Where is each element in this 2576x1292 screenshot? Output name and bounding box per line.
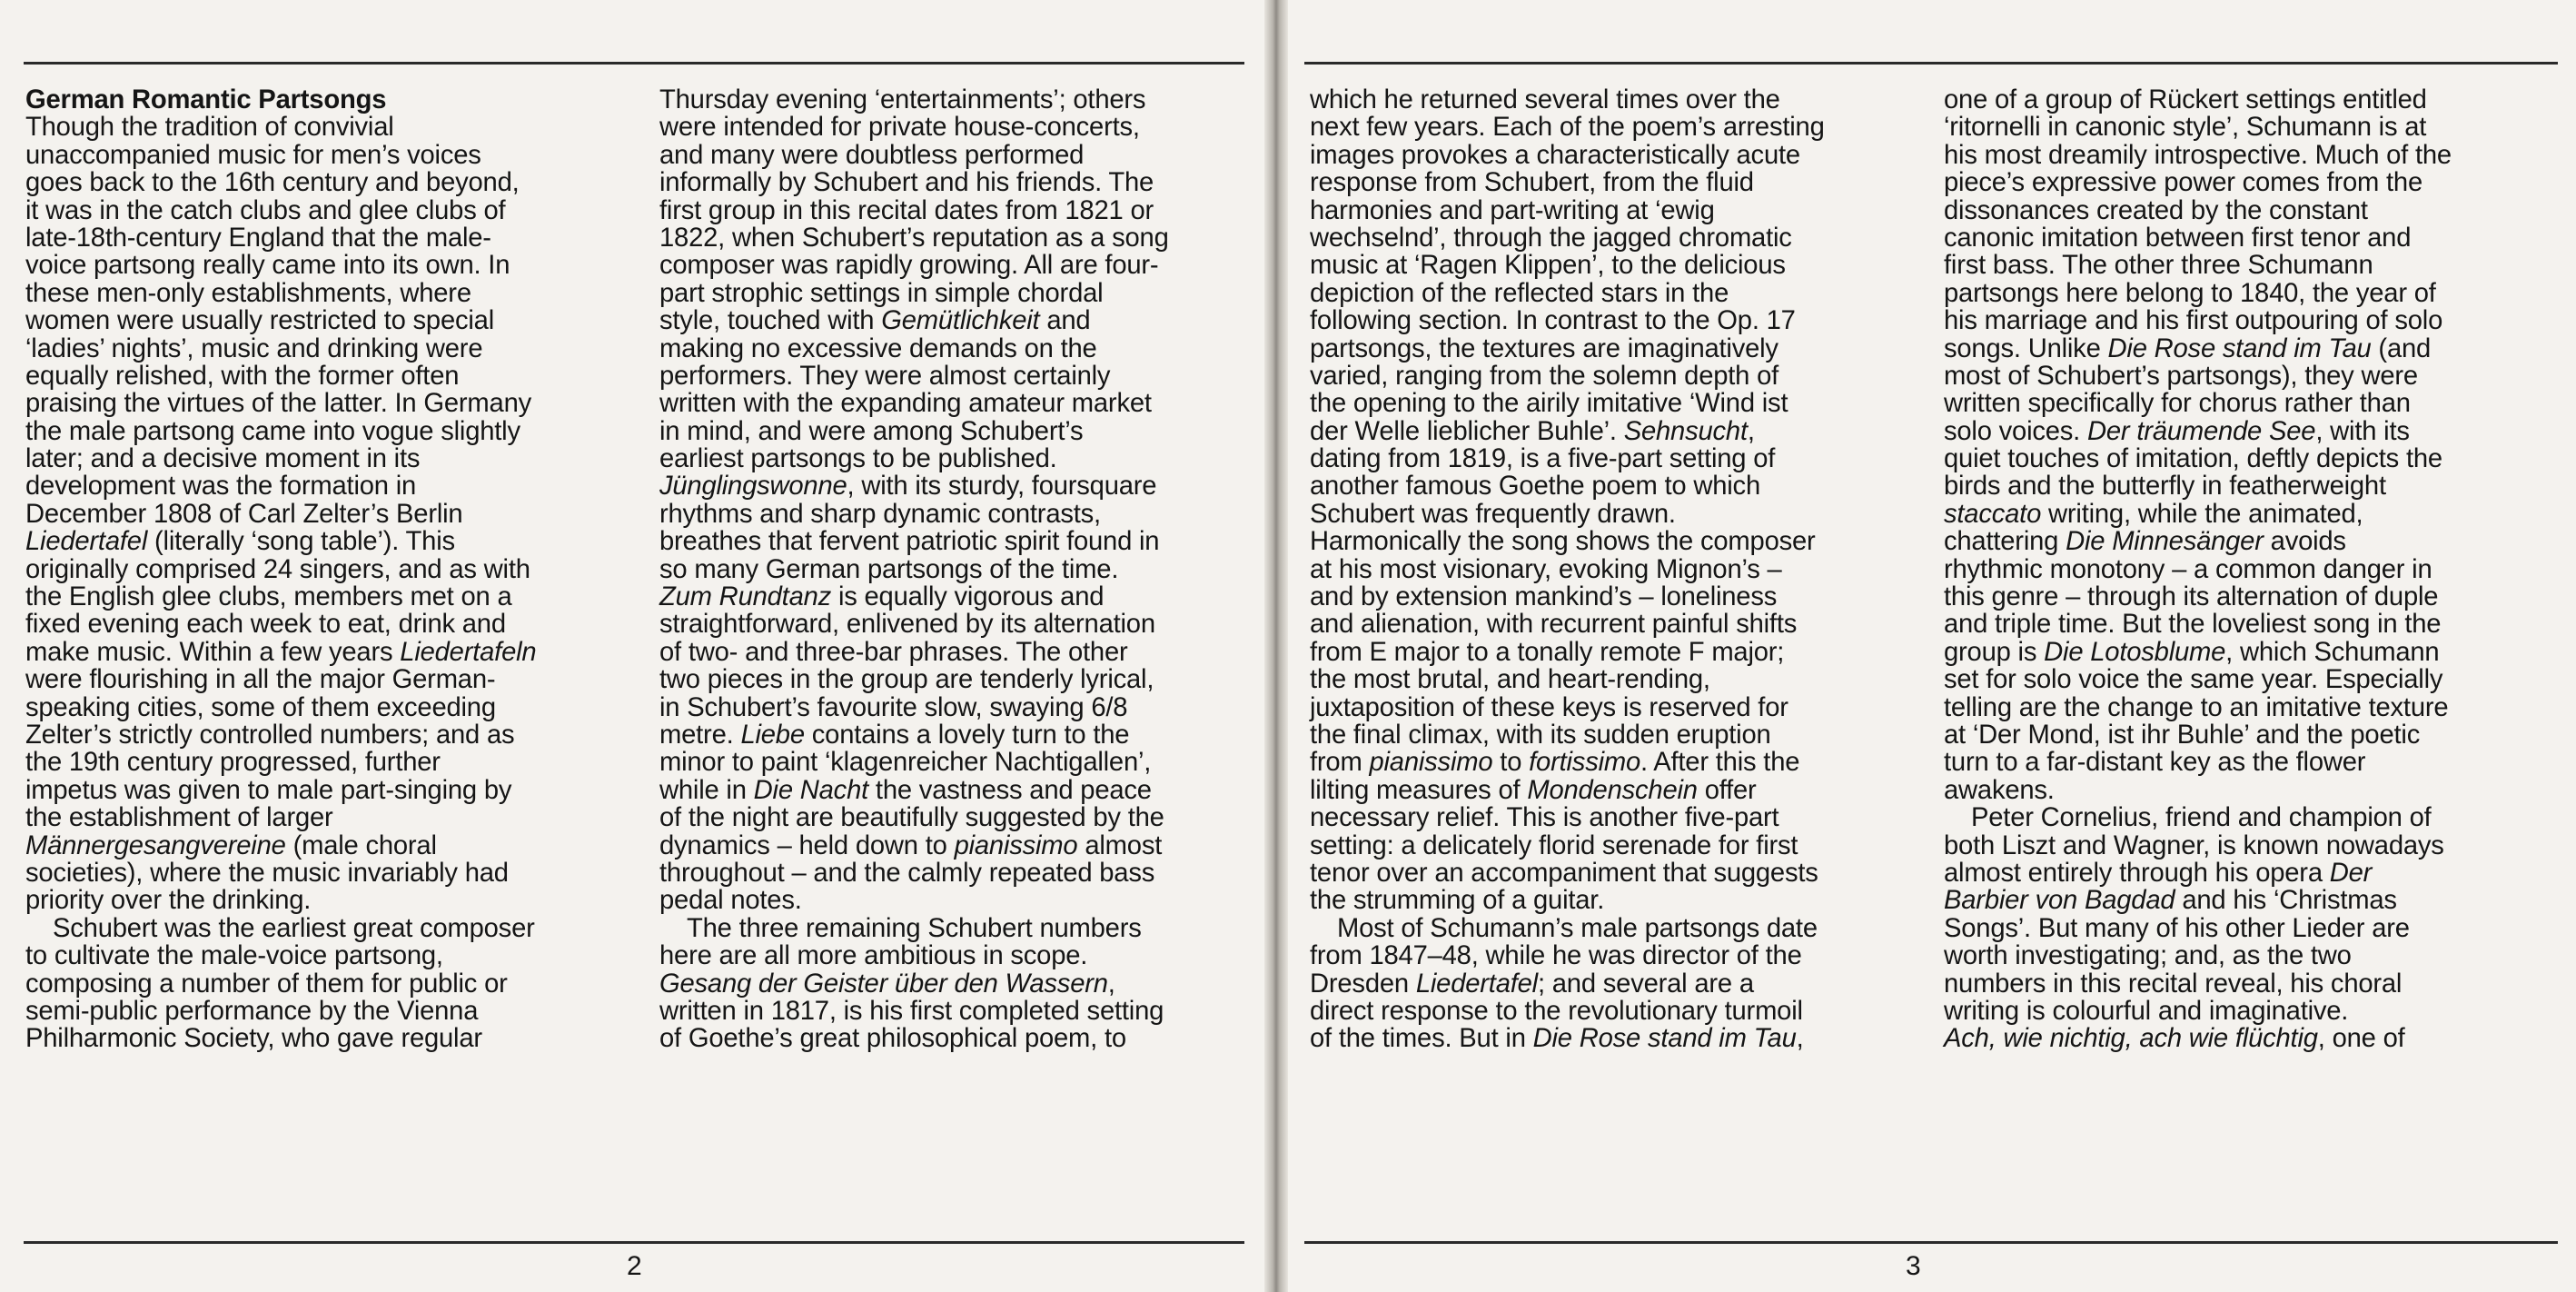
- text-line: turn to a far-distant key as the flower: [1944, 748, 2366, 778]
- right-page-column-1: [1310, 86, 1918, 1053]
- text-line: equally relished, with the former often: [25, 361, 460, 391]
- page-number-left: 2: [627, 1251, 642, 1281]
- text-line: priority over the drinking.: [25, 886, 312, 916]
- text-line: [1944, 1025, 2552, 1052]
- text-line: straightforward, enlivened by its alternation: [659, 610, 1155, 640]
- italic-title: Liebe: [740, 720, 805, 750]
- text-line: of Goethe’s great philosophical poem, to: [659, 1024, 1126, 1054]
- text-line: of the night are beautifully suggested by the: [659, 803, 1164, 833]
- right-page-column-2: [1944, 86, 2552, 1053]
- top-rule-left: [24, 62, 1244, 65]
- text-line: canonic imitation between first tenor and: [1944, 223, 2412, 253]
- text-line: [1944, 418, 2552, 445]
- text-run: make music. Within a few years: [25, 637, 401, 667]
- text-line: from 1847–48, while he was director of the: [1310, 941, 1802, 971]
- italic-title: pianissimo: [1369, 748, 1493, 778]
- text-line: birds and the butterfly in featherweight: [1944, 472, 2386, 502]
- text-line: written specifically for chorus rather than: [1944, 389, 2411, 419]
- left-page-column-2: [659, 86, 1268, 1053]
- italic-title: Mondenschein: [1527, 775, 1698, 805]
- text-run: metre.: [659, 720, 741, 750]
- text-run: and his ‘Christmas: [2175, 886, 2397, 916]
- text-run: . After this the: [1640, 748, 1800, 778]
- text-line: his most dreamily introspective. Much of the: [1944, 140, 2452, 170]
- text-line: making no excessive demands on the: [659, 333, 1097, 363]
- text-line: Schubert was frequently drawn.: [1310, 499, 1676, 529]
- text-line: [1944, 860, 2552, 887]
- bottom-rule-left: [24, 1241, 1244, 1244]
- text-line: were flourishing in all the major German-: [25, 665, 496, 695]
- text-line: [659, 307, 1268, 334]
- italic-title: Die Nacht: [753, 775, 869, 805]
- text-line: composing a number of them for public or: [25, 969, 508, 999]
- italic-title: Die Rose stand im Tau: [2107, 333, 2372, 363]
- text-run: , which Schumann: [2225, 637, 2440, 667]
- italic-title: Gesang der Geister über den Wassern: [659, 969, 1108, 999]
- text-line: [1944, 887, 2552, 914]
- text-run: ,: [1747, 416, 1755, 446]
- text-line: the opening to the airily imitative ‘Wind ist: [1310, 389, 1788, 419]
- text-line: setting: a delicately florid serenade for first: [1310, 830, 1798, 860]
- text-run: ,: [1107, 969, 1115, 999]
- text-line: here are all more ambitious in scope.: [659, 941, 1088, 971]
- text-line: next few years. Each of the poem’s arresting: [1310, 113, 1825, 143]
- text-line: from E major to a tonally remote F major;: [1310, 637, 1785, 667]
- text-line: the establishment of larger: [25, 803, 333, 833]
- text-line: [659, 970, 1268, 998]
- text-line: in mind, and were among Schubert’s: [659, 416, 1084, 446]
- text-line: [1310, 749, 1918, 776]
- italic-title: Liedertafel: [25, 527, 148, 557]
- text-line: Schubert was the earliest great composer: [53, 913, 535, 943]
- text-line: development was the formation in: [25, 472, 417, 502]
- text-line: unaccompanied music for men’s voices: [25, 140, 481, 170]
- text-line: speaking cities, some of them exceeding: [25, 692, 496, 722]
- italic-title: Die Minnesänger: [2066, 527, 2264, 557]
- text-line: following section. In contrast to the Op. 17: [1310, 306, 1796, 336]
- text-line: telling are the change to an imitative texture: [1944, 692, 2449, 722]
- text-run: songs. Unlike: [1944, 333, 2108, 363]
- text-line: rhythmic monotony – a common danger in: [1944, 554, 2432, 584]
- text-line: [659, 472, 1268, 500]
- text-line: wechselnd’, through the jagged chromatic: [1310, 223, 1792, 253]
- text-run: ; and several are a: [1537, 969, 1754, 999]
- text-line: first group in this recital dates from 1821 or: [659, 195, 1154, 225]
- text-line: semi-public performance by the Vienna: [25, 996, 479, 1026]
- bottom-rule-right: [1304, 1241, 2558, 1244]
- text-run: (male choral: [285, 830, 437, 860]
- text-line: earliest partsongs to be published.: [659, 444, 1057, 474]
- text-run: from: [1310, 748, 1370, 778]
- text-line: the strumming of a guitar.: [1310, 886, 1605, 916]
- text-line: Thursday evening ‘entertainments’; others: [659, 85, 1146, 114]
- text-run: (literally ‘song table’). This: [147, 527, 455, 557]
- text-run: contains a lovely turn to the: [804, 720, 1130, 750]
- text-line: Most of Schumann’s male partsongs date: [1337, 913, 1818, 943]
- text-line: informally by Schubert and his friends. The: [659, 168, 1154, 198]
- text-line: which he returned several times over the: [1310, 85, 1780, 114]
- text-run: writing, while the animated,: [2041, 499, 2363, 529]
- text-line: depiction of the reflected stars in the: [1310, 278, 1729, 308]
- italic-title: Die Rose stand im Tau: [1532, 1024, 1797, 1054]
- text-line: minor to paint ‘klagenreicher Nachtigallen’,: [659, 748, 1152, 778]
- text-line: Harmonically the song shows the composer: [1310, 527, 1816, 557]
- text-run: lilting measures of: [1310, 775, 1528, 805]
- text-line: [25, 528, 634, 555]
- text-line: the final climax, with its sudden eruption: [1310, 720, 1771, 750]
- text-line: response from Schubert, from the fluid: [1310, 168, 1754, 198]
- text-line: numbers in this recital reveal, his choral: [1944, 969, 2403, 999]
- italic-title: Männergesangvereine: [25, 830, 286, 860]
- text-line: Peter Cornelius, friend and champion of: [1971, 803, 2432, 833]
- text-line: so many German partsongs of the time.: [659, 554, 1119, 584]
- text-run: (and: [2371, 333, 2432, 363]
- italic-title: Liedertafel: [1415, 969, 1538, 999]
- text-run: ,: [1796, 1024, 1804, 1054]
- text-line: juxtaposition of these keys is reserved for: [1310, 692, 1788, 722]
- text-line: the 19th century progressed, further: [25, 748, 441, 778]
- text-line: two pieces in the group are tenderly lyrical,: [659, 665, 1154, 695]
- text-run: almost: [1077, 830, 1163, 860]
- text-line: [659, 832, 1268, 860]
- text-line: and alienation, with recurrent painful shifts: [1310, 610, 1798, 640]
- text-line: [1944, 501, 2552, 528]
- text-line: and by extension mankind’s – loneliness: [1310, 582, 1778, 612]
- left-page-column-1: [25, 86, 634, 1053]
- text-line: performers. They were almost certainly: [659, 361, 1111, 391]
- text-line: written with the expanding amateur market: [659, 389, 1152, 419]
- text-line: dating from 1819, is a five-part setting of: [1310, 444, 1776, 474]
- text-line: later; and a decisive moment in its: [25, 444, 421, 474]
- text-line: the English glee clubs, members met on a: [25, 582, 512, 612]
- text-run: of the times. But in: [1310, 1024, 1533, 1054]
- text-line: impetus was given to male part-singing by: [25, 775, 512, 805]
- italic-title: Barbier von Bagdad: [1944, 886, 2175, 916]
- page-number-right: 3: [1906, 1251, 1921, 1281]
- text-line: [1310, 970, 1918, 998]
- top-rule-right: [1304, 62, 2558, 65]
- text-line: at ‘Der Mond, ist ihr Buhle’ and the poetic: [1944, 720, 2421, 750]
- text-run: the vastness and peace: [868, 775, 1152, 805]
- text-line: throughout – and the calmly repeated bass: [659, 858, 1155, 888]
- text-line: The three remaining Schubert numbers: [687, 913, 1142, 943]
- text-line: these men-only establishments, where: [25, 278, 471, 308]
- text-line: varied, ranging from the solemn depth of: [1310, 361, 1779, 391]
- text-line: written in 1817, is his first completed setting: [659, 996, 1164, 1026]
- text-line: societies), where the music invariably had: [25, 858, 509, 888]
- italic-title: Jünglingswonne: [659, 472, 847, 502]
- text-line: direct response to the revolutionary turmoil: [1310, 996, 1803, 1026]
- text-line: December 1808 of Carl Zelter’s Berlin: [25, 499, 463, 529]
- text-line: one of a group of Rückert settings entitled: [1944, 85, 2427, 114]
- text-line: worth investigating; and, as the two: [1944, 941, 2352, 971]
- text-line: dissonances created by the constant: [1944, 195, 2368, 225]
- text-line: Zelter’s strictly controlled numbers; and as: [25, 720, 515, 750]
- text-run: solo voices.: [1944, 416, 2088, 446]
- italic-title: Zum Rundtanz: [659, 582, 832, 612]
- text-run: to: [1492, 748, 1530, 778]
- text-run: der Welle lieblicher Buhle’.: [1310, 416, 1624, 446]
- text-line: quiet touches of imitation, deftly depicts the: [1944, 444, 2442, 474]
- text-line: both Liszt and Wagner, is known nowadays: [1944, 830, 2444, 860]
- text-line: 1822, when Schubert’s reputation as a song: [659, 223, 1169, 253]
- text-line: the most brutal, and heart-rending,: [1310, 665, 1710, 695]
- text-run: , with its sturdy, foursquare: [847, 472, 1157, 502]
- text-line: praising the virtues of the latter. In Germany: [25, 389, 531, 419]
- text-run: while in: [659, 775, 754, 805]
- text-line: composer was rapidly growing. All are four-: [659, 251, 1159, 281]
- text-line: originally comprised 24 singers, and as with: [25, 554, 530, 584]
- text-line: music at ‘Ragen Klippen’, to the delicious: [1310, 251, 1786, 281]
- text-line: partsongs, the textures are imaginatively: [1310, 333, 1778, 363]
- text-line: piece’s expressive power comes from the: [1944, 168, 2422, 198]
- italic-title: Sehnsucht: [1623, 416, 1748, 446]
- text-line: awakens.: [1944, 775, 2055, 805]
- text-line: rhythms and sharp dynamic contrasts,: [659, 499, 1101, 529]
- italic-title: Der träumende See: [2087, 416, 2316, 446]
- text-line: [1310, 418, 1918, 445]
- text-line: most of Schubert’s partsongs), they were: [1944, 361, 2418, 391]
- italic-title: fortissimo: [1529, 748, 1641, 778]
- text-run: dynamics – held down to: [659, 830, 955, 860]
- text-run: and: [1039, 306, 1091, 336]
- text-line: ‘ritornelli in canonic style’, Schumann is at: [1944, 113, 2427, 143]
- text-run: chattering: [1944, 527, 2066, 557]
- text-line: Philharmonic Society, who gave regular: [25, 1024, 482, 1054]
- text-line: Though the tradition of convivial: [25, 113, 394, 143]
- text-line: goes back to the 16th century and beyond,: [25, 168, 520, 198]
- text-line: [659, 583, 1268, 611]
- text-line: at his most visionary, evoking Mignon’s –: [1310, 554, 1782, 584]
- text-line: late-18th-century England that the male-: [25, 223, 491, 253]
- text-line: partsongs here belong to 1840, the year of: [1944, 278, 2436, 308]
- text-line: [659, 721, 1268, 749]
- text-line: ‘ladies’ nights’, music and drinking were: [25, 333, 483, 363]
- italic-title: pianissimo: [954, 830, 1078, 860]
- text-line: it was in the catch clubs and glee clubs of: [25, 195, 506, 225]
- text-run: almost entirely through his opera: [1944, 858, 2330, 888]
- italic-title: Ach, wie nichtig, ach wie flüchtig: [1944, 1024, 2318, 1054]
- text-line: voice partsong really came into its own. In: [25, 251, 510, 281]
- text-run: avoids: [2263, 527, 2346, 557]
- text-line: were intended for private house-concerts,: [659, 113, 1140, 143]
- text-line: harmonies and part-writing at ‘ewig: [1310, 195, 1715, 225]
- italic-title: staccato: [1944, 499, 2042, 529]
- text-line: [25, 639, 634, 666]
- text-line: women were usually restricted to special: [25, 306, 494, 336]
- text-run: Dresden: [1310, 969, 1416, 999]
- section-heading: German Romantic Partsongs: [25, 85, 387, 114]
- text-line: fixed evening each week to eat, drink and: [25, 610, 506, 640]
- text-line: Songs’. But many of his other Lieder are: [1944, 913, 2410, 943]
- text-line: pedal notes.: [659, 886, 802, 916]
- text-line: his marriage and his first outpouring of solo: [1944, 306, 2443, 336]
- text-line: [1944, 639, 2552, 666]
- text-run: style, touched with: [659, 306, 882, 336]
- italic-title: Gemütlichkeit: [881, 306, 1040, 336]
- text-run: is equally vigorous and: [831, 582, 1105, 612]
- text-line: necessary relief. This is another five-part: [1310, 803, 1779, 833]
- text-line: images provokes a characteristically acute: [1310, 140, 1800, 170]
- text-line: in Schubert’s favourite slow, swaying 6/8: [659, 692, 1128, 722]
- text-line: to cultivate the male-voice partsong,: [25, 941, 443, 971]
- italic-title: Liedertafeln: [400, 637, 537, 667]
- italic-title: Die Lotosblume: [2044, 637, 2226, 667]
- text-line: the male partsong came into vogue slightly: [25, 416, 520, 446]
- text-line: [1944, 335, 2552, 363]
- text-line: breathes that fervent patriotic spirit found in: [659, 527, 1160, 557]
- italic-title: Der: [2329, 858, 2373, 888]
- text-line: [659, 777, 1268, 804]
- text-run: , one of: [2317, 1024, 2405, 1054]
- text-line: of two- and three-bar phrases. The other: [659, 637, 1128, 667]
- text-line: set for solo voice the same year. Especially: [1944, 665, 2443, 695]
- text-line: [1310, 777, 1918, 804]
- text-line: and triple time. But the loveliest song in the: [1944, 610, 2442, 640]
- text-line: [1310, 1025, 1918, 1052]
- text-line: this genre – through its alternation of duple: [1944, 582, 2439, 612]
- text-line: and many were doubtless performed: [659, 140, 1085, 170]
- text-run: offer: [1697, 775, 1757, 805]
- text-run: , with its: [2315, 416, 2410, 446]
- text-run: group is: [1944, 637, 2045, 667]
- text-line: tenor over an accompaniment that suggests: [1310, 858, 1818, 888]
- text-line: [1944, 528, 2552, 555]
- text-line: another famous Goethe poem to which: [1310, 472, 1760, 502]
- text-line: part strophic settings in simple chordal: [659, 278, 1104, 308]
- text-line: first bass. The other three Schumann: [1944, 251, 2373, 281]
- text-line: [25, 832, 634, 860]
- text-line: writing is colourful and imaginative.: [1944, 996, 2349, 1026]
